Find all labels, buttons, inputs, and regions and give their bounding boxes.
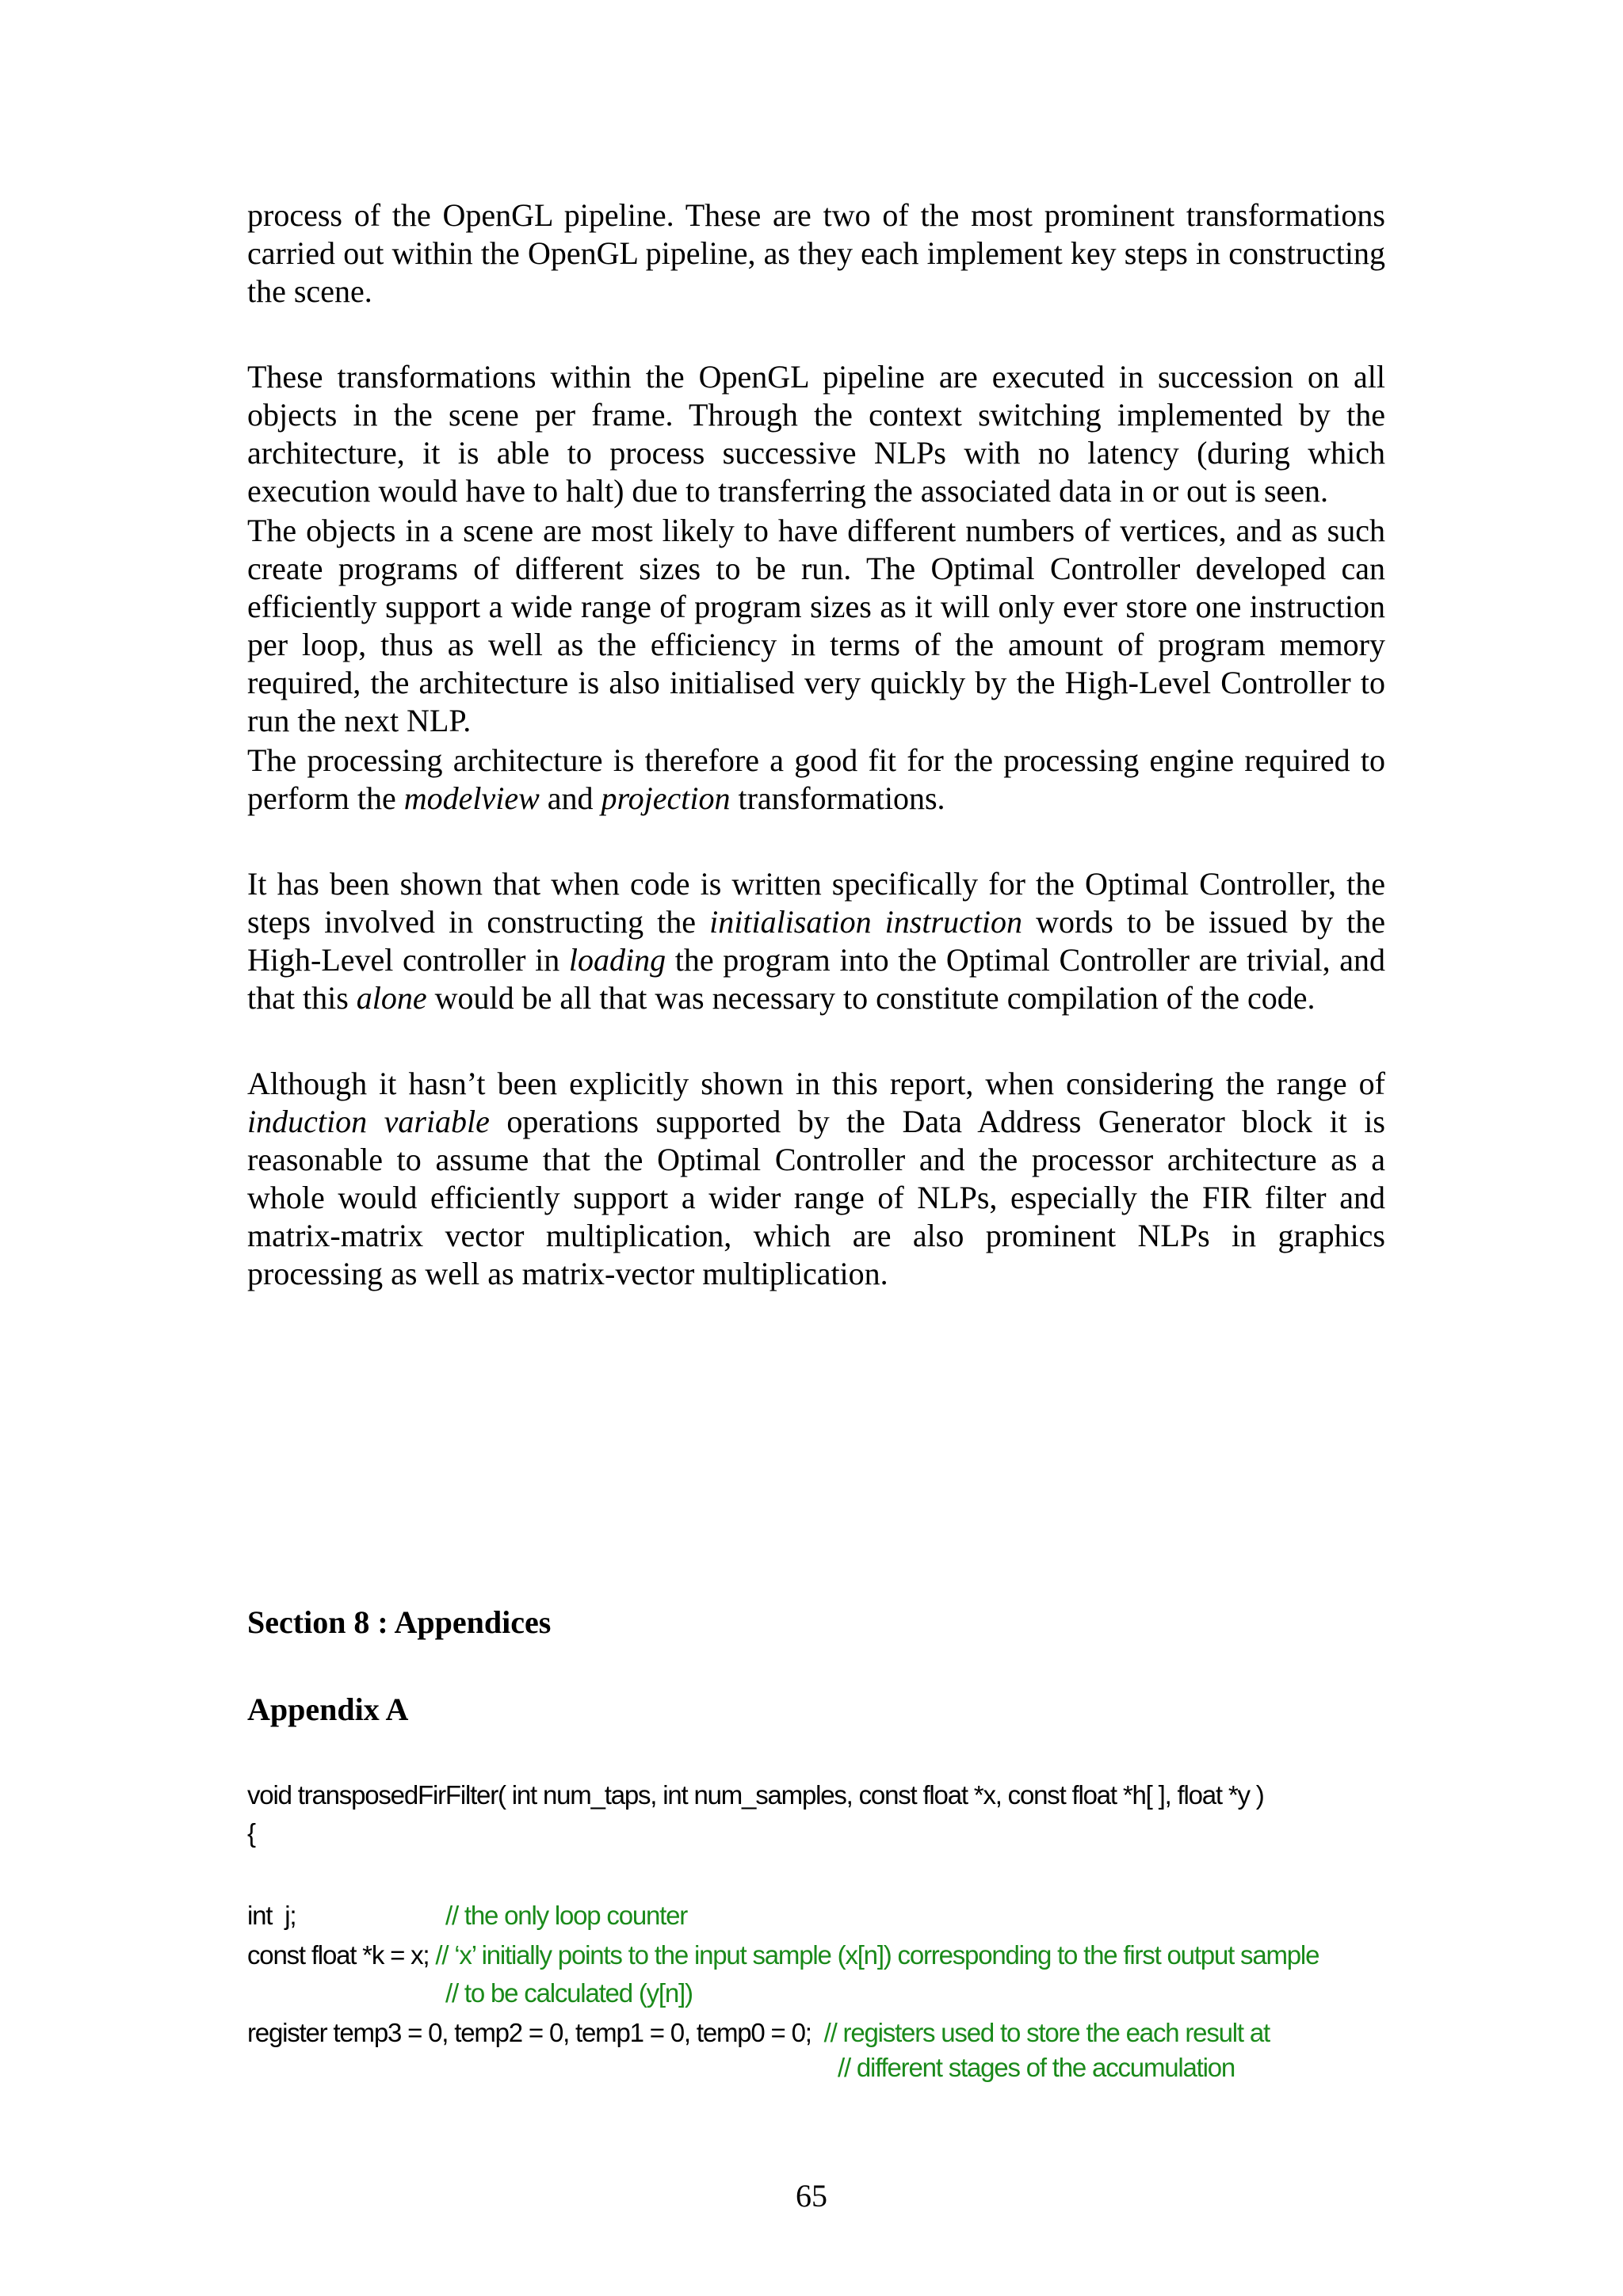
paragraph-6 (247, 1065, 1385, 1293)
paragraph-4-text-a: The processing architecture is therefore a good fit for the processing engine required to perform the (247, 742, 1385, 816)
paragraph-4 (247, 742, 1385, 818)
code-comment-j: // the only loop counter (445, 1901, 688, 1930)
code-line-j: int j; (247, 1901, 296, 1930)
paragraph-4-italic-modelview: modelview (403, 780, 540, 816)
paragraph-4-text-e: transformations. (730, 780, 945, 816)
body-text (247, 196, 1385, 1293)
code-comment-registers: // registers used to store the each result at (823, 2018, 1270, 2047)
code-line-k-code: const float *k = x; (247, 1940, 436, 1970)
paragraph-4-text-c: and (539, 780, 601, 816)
paragraph-5-italic-initialisation: initialisation instruction (709, 904, 1023, 940)
paragraph-6-text-a: Although it hasn’t been explicitly shown in this report, when considering the range of (247, 1066, 1385, 1101)
code-open-brace: { (247, 1818, 255, 1848)
page-number: 65 (796, 2178, 827, 2214)
paragraph-5-italic-alone: alone (356, 980, 427, 1016)
appendix-heading: Appendix A (247, 1691, 409, 1727)
paragraph-5 (247, 865, 1385, 1017)
code-signature: void transposedFirFilter( int num_taps, int num_samples, const float *x, const float *h[ ], float *y ) (247, 1780, 1264, 1810)
code-comment-registers-continued: // different stages of the accumulation (838, 2053, 1235, 2082)
paragraph-4-italic-projection: projection (601, 780, 731, 816)
paragraph-5-text-c: words to be issued by the High-Level controller in (247, 904, 1386, 978)
paragraph-5-text-a: It has been shown that when code is written specifically for the Optimal Controller, the steps involved in constructing the (247, 866, 1385, 940)
code-line-k (247, 1936, 1319, 1974)
code-line-registers-code: register temp3 = 0, temp2 = 0, temp1 = 0, temp0 = 0; (247, 2018, 824, 2047)
paragraph-5-italic-loading: loading (568, 942, 666, 978)
paragraph-3: The objects in a scene are most likely to have different numbers of vertices, and as such create programs of different sizes to be run. The Optimal Controller developed can efficiently support a wide range of program sizes as it will only ever store one instruction per loop, thus as well as the efficiency in terms of the amount of program memory required, the architecture is also initialised very quickly by the High-Level Controller to run the next NLP. (247, 513, 1385, 738)
code-comment-k-continued: // to be calculated (y[n]) (445, 1978, 693, 2008)
paragraph-1: process of the OpenGL pipeline. These are two of the most prominent transformations carried out within the OpenGL pipeline, as they each implement key steps in constructing the scene. (247, 197, 1385, 309)
paragraph-6-italic-induction: induction variable (247, 1104, 490, 1139)
section-heading: Section 8 : Appendices (247, 1604, 552, 1640)
code-line-registers (247, 2014, 1270, 2052)
code-comment-k: // ‘x’ initially points to the input sample (x[n]) corresponding to the first output sample (435, 1940, 1319, 1970)
paragraph-6-text-c: operations supported by the Data Address Generator block it is reasonable to assume that the Optimal Controller and the processor architecture as a whole would efficiently support a wider range of NLPs, especially the FIR filter and matrix-matrix vector multiplication, which are also prominent NLPs in graphics processing as well as matrix-vector multiplication. (247, 1104, 1385, 1291)
paragraph-5-text-g: would be all that was necessary to constitute compilation of the code. (426, 980, 1316, 1016)
paragraph-2: These transformations within the OpenGL pipeline are executed in succession on all objects in the scene per frame. Through the context switching implemented by the architecture, it is able to process successive NLPs with no latency (during which execution would have to halt) due to transferring the associated data in or out is seen. (247, 359, 1385, 509)
paragraph-5-text-e: the program into the Optimal Controller are trivial, and that this (247, 942, 1385, 1016)
